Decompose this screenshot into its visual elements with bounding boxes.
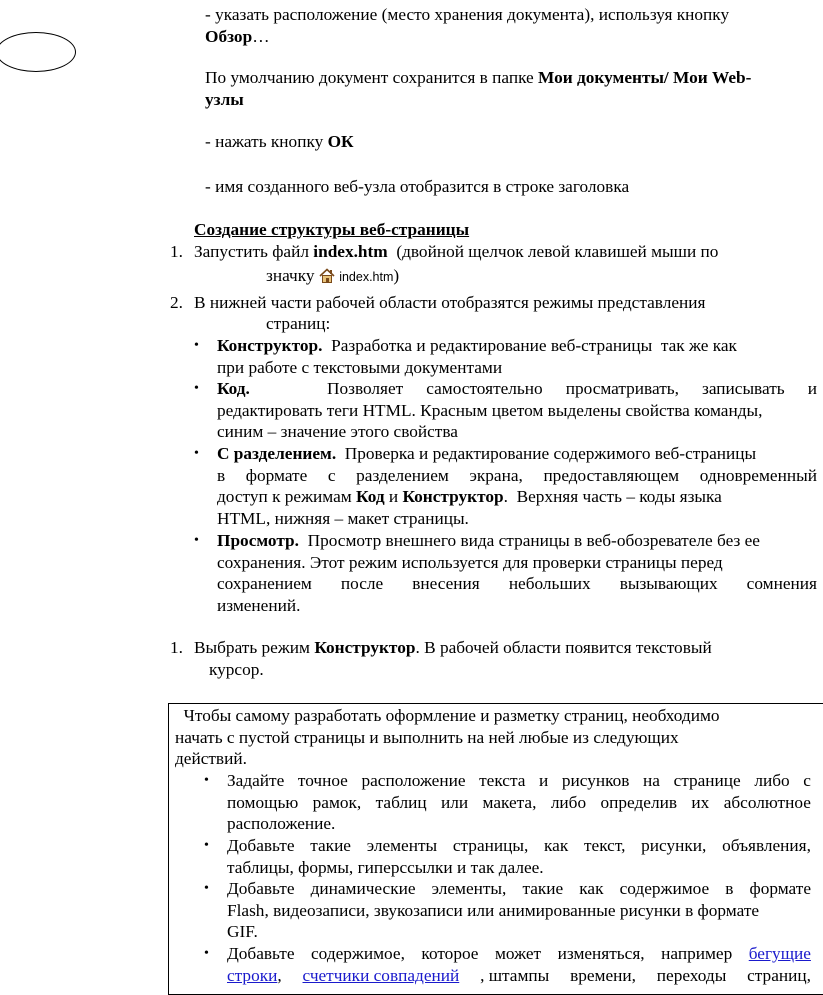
mode-desc-4: изменений. (217, 595, 301, 615)
browse-button-name: Обзор (205, 26, 253, 46)
mode-desc-2: в формате с разделением экрана, предоставляющем одновременный (217, 465, 817, 485)
bullet: • (194, 446, 199, 461)
mode-term: Просмотр. (217, 531, 299, 550)
close-paren: ) (393, 266, 400, 285)
mode-desc-2: сохранения. Этот режим используется для проверки страницы перед (217, 552, 723, 572)
select-mode-name: Конструктор (314, 638, 416, 657)
box-item-1: • Задайте точное расположение текста и рисунков на странице либо с помощью рамок, таблиц или макета, либо определив их абсолютное расположение. (204, 771, 811, 833)
mode-term: Конструктор. (217, 336, 323, 355)
box-item-3-line2: Flash, видеозаписи, звукозаписи или анимированные рисунки в формате (227, 900, 760, 920)
mode-desc-2: при работе с текстовыми документами (217, 357, 503, 377)
step2-line2: страниц: (266, 314, 331, 333)
link-running-lines-cont[interactable]: строки (227, 965, 278, 985)
bullet: • (204, 773, 209, 788)
default-folder-note (205, 67, 815, 110)
step1-post: (двойной щелчок левой клавишей мыши по (387, 242, 719, 261)
select-number: 1. (170, 638, 183, 657)
box-intro-2: начать с пустой страницы и выполнить на ней любые из следующих (175, 727, 679, 747)
bullet: • (194, 381, 199, 396)
ok-text: - нажать кнопку (205, 132, 328, 151)
box-item-1-line3: расположение. (227, 814, 336, 833)
file-name: index.htm (313, 242, 388, 261)
browse-text: - указать расположение (место хранения документа), используя кнопку (205, 5, 730, 24)
box-item-3: • Добавьте динамические элементы, такие как содержимое в формате Flash, видеозаписи, звукозаписи или анимированные рисунки в формате GIF. (204, 879, 811, 941)
icon-word: значку (266, 266, 319, 285)
select-pre: Выбрать режим (194, 638, 315, 657)
icon-label: index.htm (339, 270, 394, 284)
mode-preview (194, 530, 817, 616)
step1-pre: Запустить файл (194, 242, 314, 261)
mode-desc-4: HTML, нижняя – макет страницы. (217, 508, 469, 528)
mode-desc-3: синим – значение этого свойства (217, 422, 458, 441)
mode-desc-3: сохранением после внесения небольших вызывающих сомнения (217, 574, 817, 593)
link-running-lines[interactable]: бегущие (748, 944, 811, 963)
code-word: Код (356, 487, 385, 506)
link-hit-counters[interactable]: счетчики совпадений (302, 965, 460, 985)
bullet: • (204, 881, 209, 896)
bullet: • (194, 533, 199, 548)
mode-desc-3: доступ к режимам Код и Конструктор. Верхняя часть – коды языка (217, 487, 722, 506)
mode-desc: Позволяет самостоятельно просматривать, записывать и (327, 379, 817, 398)
step2-number: 2. (170, 293, 183, 312)
mode-desc: Проверка и редактирование содержимого веб-страницы (336, 444, 757, 463)
select-text (194, 637, 814, 659)
folder-name: Мои документы/ Мои Web- (538, 68, 752, 87)
browse-instruction (205, 4, 805, 47)
ok-instruction (205, 131, 354, 153)
box-intro-1: Чтобы самому разработать оформление и разметку страниц, необходимо (175, 706, 720, 725)
ok-button-name: ОК (327, 132, 354, 151)
box-item-3-line3: GIF. (227, 922, 258, 941)
constructor-word: Конструктор (402, 487, 504, 506)
box-intro-3: действий. (175, 749, 247, 768)
bullet: • (194, 338, 199, 353)
section-heading: Создание структуры веб-страницы (194, 220, 470, 239)
box-intro (175, 705, 815, 770)
box-item-2-line2: таблицы, формы, гиперссылки и так далее. (227, 857, 544, 877)
mode-desc: Разработка и редактирование веб-страницы так же как (322, 336, 737, 355)
box-item-2: • Добавьте такие элементы страницы, как текст, рисунки, объявления, таблицы, формы, гиперссылки и так далее. (204, 836, 811, 877)
folder-name-cont: узлы (205, 89, 244, 109)
step1-number: 1. (170, 242, 183, 261)
mode-split (194, 443, 817, 529)
title-bar-note: - имя созданного веб-узла отобразится в строке заголовка (205, 177, 630, 196)
default-folder-text: По умолчанию документ сохранится в папке (205, 68, 539, 87)
mode-term: С разделением. (217, 444, 337, 463)
mode-constructor (194, 335, 817, 378)
bullet: • (204, 838, 209, 853)
step1-line2 (266, 265, 399, 289)
select-line2: курсор. (209, 660, 264, 679)
ellipsis: … (252, 26, 270, 46)
mode-term: Код. (217, 379, 250, 398)
mode-desc: Просмотр внешнего вида страницы в веб-обозревателе без ее (298, 531, 760, 550)
oval-annotation (0, 32, 76, 72)
step1-text (194, 241, 814, 263)
home-icon (319, 267, 335, 289)
step2-text: В нижней части рабочей области отобразятся режимы представления (194, 293, 706, 312)
box-item-4: • Добавьте содержимое, которое может изменяться, например бегущие строки, счетчики совпадений , штампы времени, переходы страниц, (204, 944, 811, 985)
mode-code (194, 378, 817, 443)
mode-desc-2: редактировать теги HTML. Красным цветом выделены свойства команды, (217, 400, 763, 420)
bullet: • (204, 946, 209, 961)
select-post: . В рабочей области появится текстовый (415, 638, 712, 657)
